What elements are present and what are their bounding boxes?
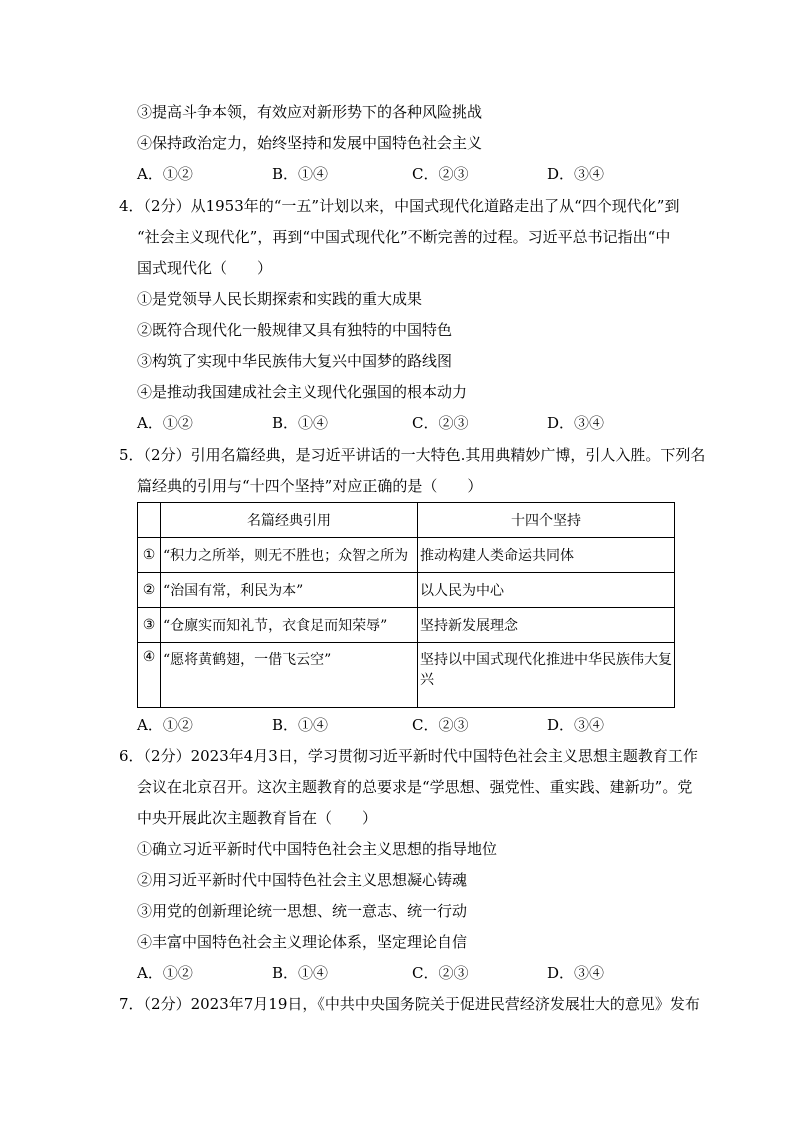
q3-item-4: ④保持政治定力，始终坚持和发展中国特色社会主义 [137, 134, 483, 152]
row-number: ① [138, 538, 161, 573]
q3-item-3: ③提高斗争本领，有效应对新形势下的各种风险挑战 [137, 103, 483, 121]
q4-stem-line-1: 4．（2分）从1953年的“一五”计划以来，中国式现代化道路走出了从“四个现代化”到 [119, 197, 680, 215]
row-quote: “积力之所举，则无不胜也；众智之所为 [161, 538, 418, 573]
q4-stem-line-3: 国式现代化（ ） [137, 259, 273, 277]
q6-stem-line-2: 会议在北京召开。这次主题教育的总要求是“学思想、强党性、重实践、建新功”。党 [137, 778, 693, 796]
q6-option-c[interactable]: C．②③ [412, 964, 469, 982]
q5-option-d[interactable]: D．③④ [547, 716, 605, 734]
q4-stem-line-2: “社会主义现代化”，再到“中国式现代化”不断完善的过程。习近平总书记指出“中 [137, 228, 671, 246]
q7-stem-line-1: 7．（2分）2023年7月19日，《中共中央国务院关于促进民营经济发展壮大的意见》发布 [119, 995, 700, 1013]
q6-item-2: ②用习近平新时代中国特色社会主义思想凝心铸魂 [137, 871, 468, 889]
q3-option-a[interactable]: A．①② [137, 165, 193, 183]
table-header-row [138, 503, 675, 538]
q5-option-c[interactable]: C．②③ [412, 716, 469, 734]
q4-item-4: ④是推动我国建成社会主义现代化强国的根本动力 [137, 383, 468, 401]
row-number: ② [138, 573, 161, 608]
q6-stem-line-3: 中央开展此次主题教育旨在（ ） [137, 809, 378, 827]
q6-option-d[interactable]: D．③④ [547, 964, 605, 982]
q5-option-a[interactable]: A．①② [137, 716, 193, 734]
q4-option-b[interactable]: B．①④ [272, 414, 329, 432]
table-header-num [138, 503, 161, 538]
q3-option-d[interactable]: D．③④ [547, 165, 605, 183]
q4-item-1: ①是党领导人民长期探索和实践的重大成果 [137, 290, 423, 308]
table-row [138, 573, 675, 608]
q3-option-b[interactable]: B．①④ [272, 165, 329, 183]
table-header-principle: 十四个坚持 [418, 503, 675, 538]
q6-item-4: ④丰富中国特色社会主义理论体系，坚定理论自信 [137, 933, 468, 951]
row-quote: “仓廪实而知礼节，衣食足而知荣辱” [161, 608, 418, 643]
q6-stem-line-1: 6．（2分）2023年4月3日，学习贯彻习近平新时代中国特色社会主义思想主题教育工作 [119, 747, 698, 765]
row-quote: “愿将黄鹤翅，一借飞云空” [161, 643, 418, 708]
q4-item-2: ②既符合现代化一般规律又具有独特的中国特色 [137, 321, 453, 339]
q6-option-b[interactable]: B．①④ [272, 964, 329, 982]
q3-option-c[interactable]: C．②③ [412, 165, 469, 183]
table-row [138, 608, 675, 643]
q4-option-c[interactable]: C．②③ [412, 414, 469, 432]
q5-quote-table [137, 502, 675, 708]
table-row [138, 643, 675, 708]
table-header-quote: 名篇经典引用 [161, 503, 418, 538]
row-number: ③ [138, 608, 161, 643]
q6-option-a[interactable]: A．①② [137, 964, 193, 982]
row-principle: 以人民为中心 [418, 573, 675, 608]
q4-option-a[interactable]: A．①② [137, 414, 193, 432]
q5-stem-line-1: 5．（2分）引用名篇经典，是习近平讲话的一大特色.其用典精妙广博，引人入胜。下列名 [119, 446, 706, 464]
q6-item-1: ①确立习近平新时代中国特色社会主义思想的指导地位 [137, 840, 498, 858]
row-principle: 坚持新发展理念 [418, 608, 675, 643]
q5-option-b[interactable]: B．①④ [272, 716, 329, 734]
q5-stem-line-2: 篇经典的引用与“十四个坚持”对应正确的是（ ） [137, 477, 483, 495]
row-quote: “治国有常，利民为本” [161, 573, 418, 608]
q6-item-3: ③用党的创新理论统一思想、统一意志、统一行动 [137, 902, 468, 920]
row-principle: 推动构建人类命运共同体 [418, 538, 675, 573]
q4-option-d[interactable]: D．③④ [547, 414, 605, 432]
row-principle: 坚持以中国式现代化推进中华民族伟大复兴 [418, 643, 675, 708]
table-row [138, 538, 675, 573]
row-number: ④ [138, 643, 161, 708]
q4-item-3: ③构筑了实现中华民族伟大复兴中国梦的路线图 [137, 352, 453, 370]
